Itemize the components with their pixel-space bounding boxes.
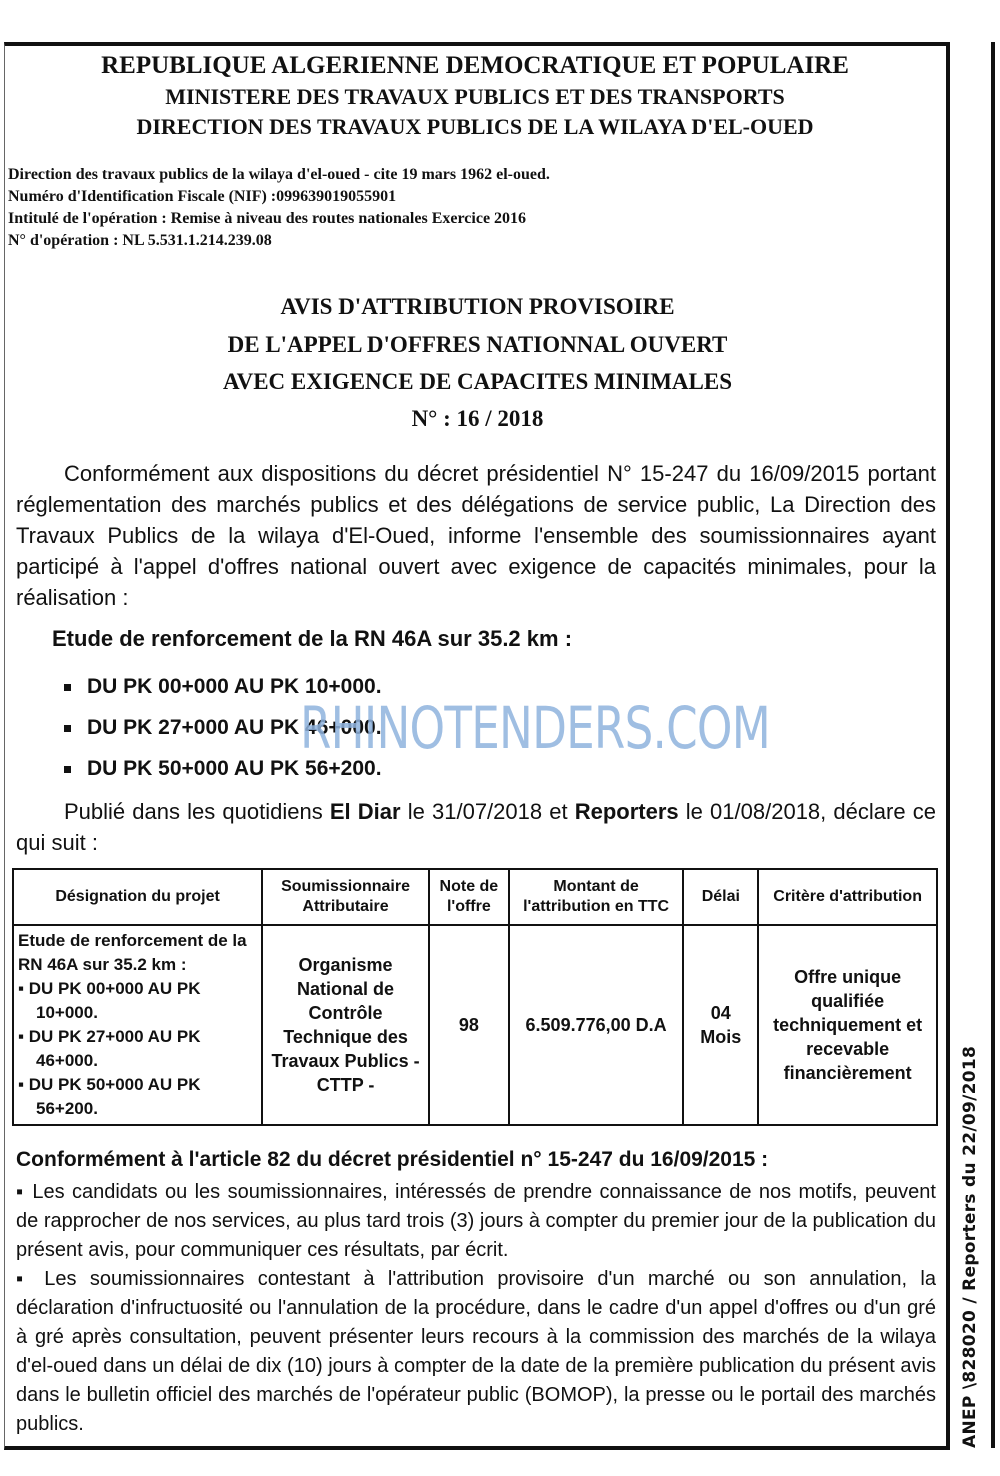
col-header-designation: Désignation du projet (13, 869, 262, 925)
watermark: RHINOTENDERS.COM (300, 694, 771, 762)
header-ministry: MINISTERE DES TRAVAUX PUBLICS ET DES TRANSPORTS (165, 84, 785, 109)
section-item: DU PK 00+000 AU PK 10+000. (64, 675, 382, 699)
cell-montant: 6.509.776,00 D.A (509, 925, 684, 1125)
info-nif: Numéro d'Identification Fiscale (NIF) :099639019055901 (8, 188, 397, 205)
info-intitule: Intitulé de l'opération : Remise à niveau des routes nationales Exercice 2016 (8, 210, 527, 227)
cell-delai: 04 Mois (683, 925, 758, 1125)
cell-note: 98 (429, 925, 509, 1125)
table-header-row (13, 869, 937, 925)
info-operation: N° d'opération : NL 5.531.1.214.239.08 (8, 232, 272, 249)
table-row (13, 925, 937, 1125)
project-title: Etude de renforcement de la RN 46A sur 35.2 km : (52, 626, 573, 651)
cell-attributaire: Organisme National de Contrôle Technique des Travaux Publics - CTTP - (262, 925, 429, 1125)
newspaper-2: Reporters (574, 799, 679, 824)
conformement-heading: Conformément à l'article 82 du décret présidentiel n° 15-247 du 16/09/2015 : (16, 1148, 769, 1171)
cell-designation: Etude de renforcement de la RN 46A sur 35.2 km : ▪ DU PK 00+000 AU PK 10+000. ▪ DU PK 27+000 AU PK 46+000. ▪ DU PK 50+000 AU PK 56+200. (13, 925, 262, 1125)
bullet-icon (64, 684, 71, 691)
attribution-table (12, 868, 938, 1126)
bullet-paragraph-2: ▪ Les soumissionnaires contestant à l'attribution provisoire d'un marché ou son annulation, la déclaration d'infructuosité ou l'annulation de la procédure, dans le cadre d'un appel d'offres ou d'un gré à gré après consultation, peuvent présenter leurs recours à la commission des marchés de la wilaya d'el-oued dans un délai de dix (10) jours à compter de la date de la première publication du présent avis dans le bulletin officiel des marchés de l'opérateur public (BOMOP), la presse ou le portail des marchés publics. (16, 1268, 936, 1435)
bullet-icon (64, 725, 71, 732)
avis-title-2: DE L'APPEL D'OFFRES NATIONNAL OUVERT (227, 332, 728, 357)
intro-paragraph: Conformément aux dispositions du décret présidentiel N° 15-247 du 16/09/2015 portant réglementation des marchés publics et des délégations de service public, La Direction des Travaux Publics de la wilaya d'El-Oued, informe l'ensemble des soumissionnaires ayant participé à l'appel d'offres national ouvert avec exigence de capacités minimales, pour la réalisation : (16, 461, 936, 610)
info-block (8, 164, 938, 252)
col-header-attributaire: Soumissionnaire Attributaire (262, 869, 429, 925)
header-direction: DIRECTION DES TRAVAUX PUBLICS DE LA WILAYA D'EL-OUED (136, 114, 814, 139)
bullet-icon (64, 766, 71, 773)
col-header-delai: Délai (683, 869, 758, 925)
avis-number: N° : 16 / 2018 (411, 406, 544, 431)
newspaper-1: El Diar (329, 799, 401, 824)
side-caption: ANEP \828020 / Reporters du 22/09/2018 (960, 1045, 980, 1448)
col-header-montant: Montant de l'attribution en TTC (509, 869, 684, 925)
section-item: DU PK 50+000 AU PK 56+200. (64, 757, 382, 781)
avis-title-1: AVIS D'ATTRIBUTION PROVISOIRE (280, 294, 675, 319)
header-republic: REPUBLIQUE ALGERIENNE DEMOCRATIQUE ET POPULAIRE (101, 52, 849, 79)
publication-paragraph: Publié dans les quotidiens El Diar le 31/07/2018 et Reporters le 01/08/2018, déclare ce qui suit : (16, 799, 936, 855)
bullet-paragraph-1: ▪ Les candidats ou les soumissionnaires, intéressés de prendre connaissance de nos motifs, peuvent de rapprocher de nos services, au plus tard trois (3) jours à compter du premier jour de la publication du présent avis, pour communiquer ces résultats, par écrit. (16, 1181, 936, 1261)
col-header-note: Note de l'offre (429, 869, 509, 925)
col-header-critere: Critère d'attribution (758, 869, 937, 925)
info-address: Direction des travaux publics de la wilaya d'el-oued - cite 19 mars 1962 el-oued. (8, 166, 550, 183)
avis-title-3: AVEC EXIGENCE DE CAPACITES MINIMALES (222, 369, 733, 394)
cell-critere: Offre unique qualifiée techniquement et recevable financièrement (758, 925, 937, 1125)
section-item: DU PK 27+000 AU PK 46+000. (64, 716, 382, 740)
column-divider (991, 42, 995, 1448)
